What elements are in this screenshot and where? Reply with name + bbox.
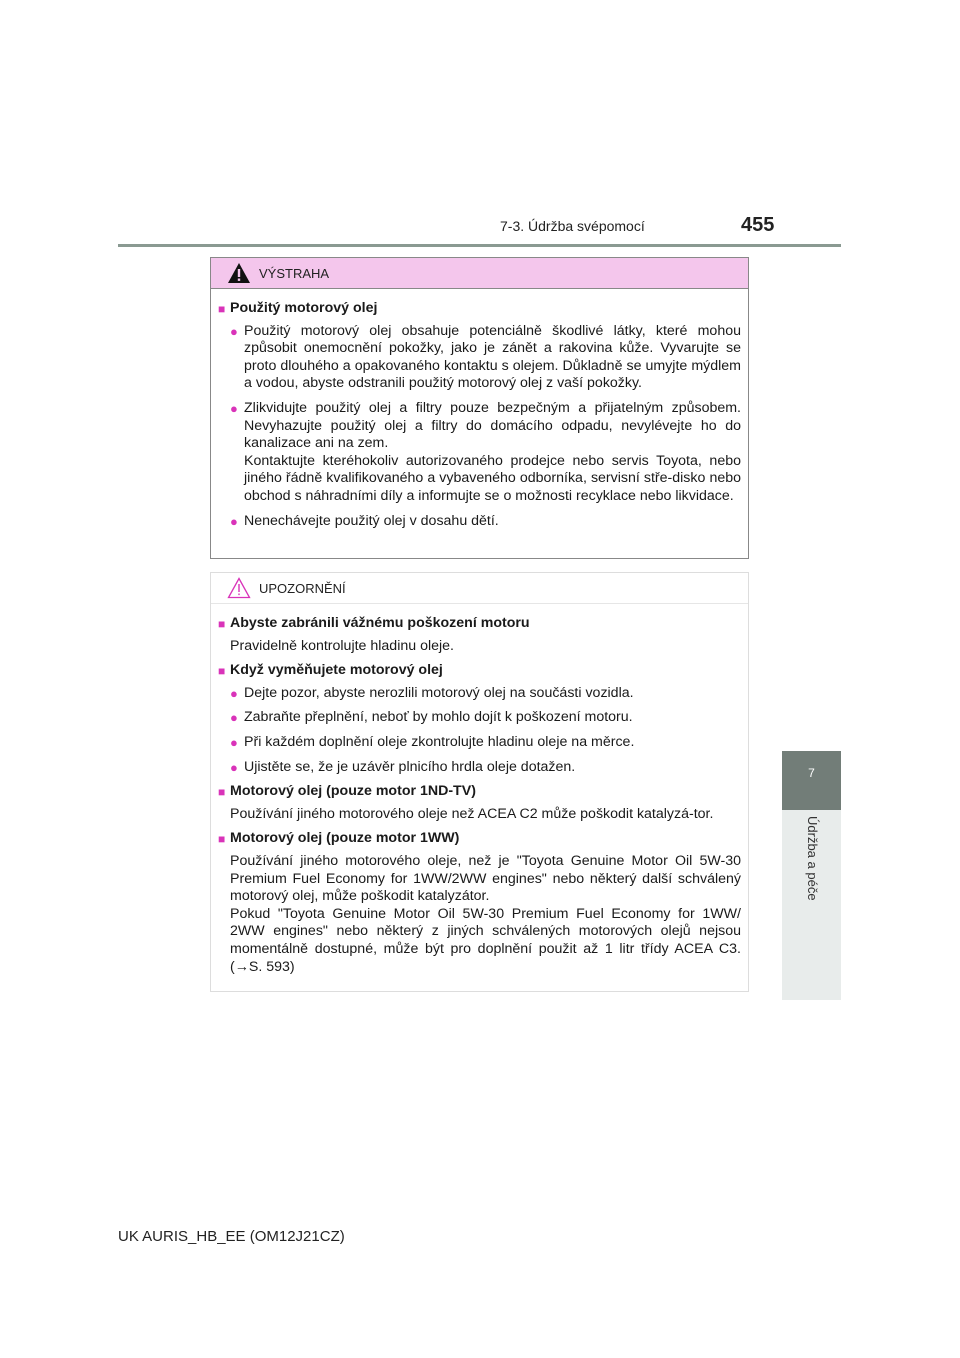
caution-title: UPOZORNĚNÍ bbox=[259, 580, 346, 596]
bullet-text bbox=[244, 513, 741, 531]
bullet-line: Dejte pozor, abyste nerozlili motorový olej na součásti vozidla. bbox=[244, 684, 634, 701]
bullet-text bbox=[244, 709, 741, 727]
square-bullet-icon: ■ bbox=[218, 617, 226, 631]
section-heading bbox=[218, 300, 741, 319]
square-bullet-icon: ■ bbox=[218, 302, 226, 316]
bullet-text bbox=[244, 759, 741, 777]
section-heading bbox=[218, 615, 741, 634]
bullet-text bbox=[244, 400, 741, 506]
caution-body bbox=[211, 604, 748, 976]
bullet-text bbox=[244, 685, 741, 703]
paragraph-line: Používání jiného motorového oleje než ACEA C2 může poškodit katalyzá-tor. bbox=[230, 805, 714, 822]
bullet-line: Zlikvidujte použitý olej a filtry pouze bezpečným a přijatelným způsobem. Nevyhazujte použitý olej a filtry do domácího odpadu, nevylévejte ho do kanalizace ani na zem. bbox=[244, 399, 741, 452]
square-bullet-icon: ■ bbox=[218, 785, 226, 800]
round-bullet-icon: ● bbox=[230, 685, 238, 701]
bullet-line: Zabraňte přeplnění, neboť by mohlo dojít k poškození motoru. bbox=[244, 709, 633, 726]
paragraph-line: Pokud "Toyota Genuine Motor Oil 5W-30 Premium Fuel Economy for 1WW/ 2WW engines" nebo některý z jiných schválených motorových olejů nejsou momentálně dostupné, může být pro doplnění použit až 1 litr třídy ACEA C3. (→S. 593) bbox=[230, 905, 741, 975]
round-bullet-icon: ● bbox=[230, 710, 238, 726]
warning-header bbox=[211, 258, 748, 289]
bullet-line: Nenechávejte použitý olej v dosahu dětí. bbox=[244, 512, 499, 529]
section-paragraph bbox=[218, 638, 741, 656]
header-section-title: 7-3. Údržba svépomocí bbox=[500, 218, 645, 234]
section-heading-text: Motorový olej (pouze motor 1ND-TV) bbox=[230, 783, 476, 800]
warning-box bbox=[210, 257, 749, 559]
square-bullet-icon: ■ bbox=[218, 664, 226, 679]
bullet-line: Použitý motorový olej obsahuje potenciálně škodlivé látky, které mohou způsobit onemocnění pokožky, jako je zánět a rakovina kůže. Vyvarujte se proto dlouhého a opakovaného kontaktu s olejem. Důkladně se umyjte mýdlem a vodou, abyste odstranili použitý motorový olej z vaší pokožky. bbox=[244, 322, 741, 392]
bullet-item bbox=[218, 734, 741, 752]
section-heading-text: Abyste zabránili vážnému poškození motoru bbox=[230, 615, 530, 631]
section-heading bbox=[218, 830, 741, 849]
round-bullet-icon: ● bbox=[230, 400, 238, 416]
caution-header bbox=[211, 573, 748, 604]
warning-title: VÝSTRAHA bbox=[259, 265, 330, 281]
section-heading-text: Když vyměňujete motorový olej bbox=[230, 662, 443, 679]
chapter-tab-label: Údržba a péče bbox=[805, 816, 820, 901]
bullet-item bbox=[218, 513, 741, 531]
round-bullet-icon: ● bbox=[230, 759, 238, 775]
caution-triangle-icon bbox=[227, 577, 251, 599]
footer-model: UK AURIS_HB_EE (OM12J21CZ) bbox=[118, 1228, 345, 1245]
bullet-line: Kontaktujte kteréhokoliv autorizovaného prodejce nebo servis Toyota, nebo jiného řádně kvalifikovaného a vybaveného odborníka, servisní stře-disko nebo obchod s náhradními díly a informujte se o možnosti recyklace nebo likvidace. bbox=[244, 452, 741, 504]
bullet-item bbox=[218, 685, 741, 703]
bullet-item bbox=[218, 709, 741, 727]
chapter-tab[interactable]: 7 bbox=[782, 751, 841, 810]
bullet-line: Při každém doplnění oleje zkontrolujte hladinu oleje na měrce. bbox=[244, 733, 635, 750]
section-paragraph bbox=[218, 853, 741, 976]
bullet-text bbox=[244, 734, 741, 752]
warning-body bbox=[211, 289, 748, 530]
round-bullet-icon: ● bbox=[230, 513, 238, 529]
section-heading bbox=[218, 662, 741, 681]
round-bullet-icon: ● bbox=[230, 323, 238, 339]
bullet-item bbox=[218, 400, 741, 506]
header-rule bbox=[118, 244, 841, 247]
bullet-item bbox=[218, 759, 741, 777]
section-heading-text: Motorový olej (pouze motor 1WW) bbox=[230, 830, 460, 847]
square-bullet-icon: ■ bbox=[218, 832, 226, 847]
section-paragraph bbox=[218, 806, 741, 824]
bullet-item bbox=[218, 323, 741, 393]
section-heading-text: Použitý motorový olej bbox=[230, 300, 378, 316]
page-number: 455 bbox=[741, 214, 775, 236]
bullet-line: Ujistěte se, že je uzávěr plnicího hrdla oleje dotažen. bbox=[244, 758, 576, 775]
round-bullet-icon: ● bbox=[230, 734, 238, 750]
paragraph-line: Používání jiného motorového oleje, než je "Toyota Genuine Motor Oil 5W-30 Premium Fuel Economy for 1WW/2WW engines" nebo některý další schválený motorový olej, může poškodit katalyzátor. bbox=[230, 852, 741, 905]
caution-box bbox=[210, 572, 749, 992]
bullet-text bbox=[244, 323, 741, 393]
paragraph-line: Pravidelně kontrolujte hladinu oleje. bbox=[230, 637, 454, 654]
section-heading bbox=[218, 783, 741, 802]
warning-triangle-icon bbox=[227, 262, 251, 284]
